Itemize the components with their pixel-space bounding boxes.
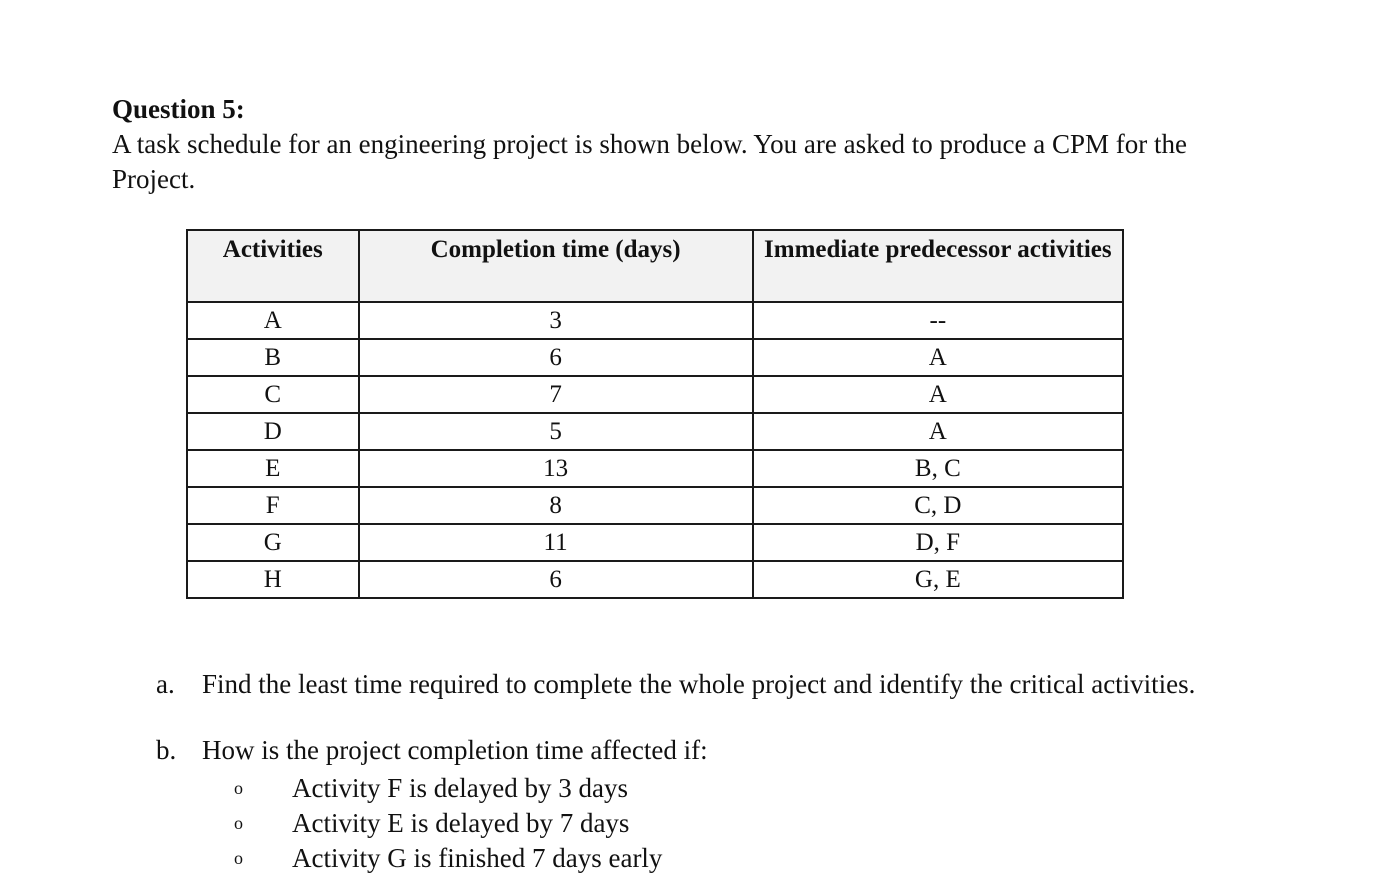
predecessor-cell: C, D bbox=[753, 487, 1123, 524]
time-cell: 13 bbox=[359, 450, 753, 487]
table-row bbox=[187, 561, 1123, 598]
time-cell: 6 bbox=[359, 561, 753, 598]
table-header-row bbox=[187, 230, 1123, 302]
header-activities: Activities bbox=[187, 230, 359, 302]
sub-item bbox=[234, 803, 629, 840]
time-cell: 6 bbox=[359, 339, 753, 376]
table-row bbox=[187, 413, 1123, 450]
activity-cell: G bbox=[187, 524, 359, 561]
predecessor-cell: -- bbox=[753, 302, 1123, 339]
part-b-marker: b. bbox=[156, 735, 177, 765]
header-completion-time: Completion time (days) bbox=[359, 230, 753, 302]
activity-cell: H bbox=[187, 561, 359, 598]
bullet-icon: o bbox=[234, 847, 243, 868]
sub-item-text: Activity G is finished 7 days early bbox=[292, 842, 663, 873]
bullet-icon: o bbox=[234, 777, 243, 798]
task-schedule-table bbox=[186, 229, 1124, 599]
part-a-marker: a. bbox=[156, 669, 175, 699]
table-row bbox=[187, 302, 1123, 339]
time-cell: 11 bbox=[359, 524, 753, 561]
sub-item-text: Activity F is delayed by 3 days bbox=[292, 772, 628, 803]
activity-cell: F bbox=[187, 487, 359, 524]
time-cell: 7 bbox=[359, 376, 753, 413]
part-a-text: Find the least time required to complete the whole project and identify the critical activities. bbox=[202, 669, 1196, 699]
table-row bbox=[187, 524, 1123, 561]
question-part-b bbox=[156, 734, 1251, 766]
question-part-a bbox=[156, 668, 1251, 700]
question-intro: A task schedule for an engineering project is shown below. You are asked to produce a CPM for the Project. bbox=[112, 129, 1188, 194]
header-predecessors: Immediate predecessor activities bbox=[753, 230, 1123, 302]
predecessor-cell: D, F bbox=[753, 524, 1123, 561]
predecessor-cell: A bbox=[753, 376, 1123, 413]
time-cell: 5 bbox=[359, 413, 753, 450]
predecessor-cell: A bbox=[753, 413, 1123, 450]
time-cell: 3 bbox=[359, 302, 753, 339]
predecessor-cell: B, C bbox=[753, 450, 1123, 487]
table-row bbox=[187, 487, 1123, 524]
time-cell: 8 bbox=[359, 487, 753, 524]
activity-cell: E bbox=[187, 450, 359, 487]
bullet-icon: o bbox=[234, 812, 243, 833]
predecessor-cell: A bbox=[753, 339, 1123, 376]
sub-item-text: Activity E is delayed by 7 days bbox=[292, 807, 630, 838]
sub-item bbox=[234, 768, 628, 805]
question-title: Question 5: bbox=[112, 94, 245, 124]
table-row bbox=[187, 339, 1123, 376]
table-row bbox=[187, 450, 1123, 487]
activity-cell: B bbox=[187, 339, 359, 376]
activity-cell: A bbox=[187, 302, 359, 339]
activity-cell: C bbox=[187, 376, 359, 413]
activity-cell: D bbox=[187, 413, 359, 450]
table-row bbox=[187, 376, 1123, 413]
part-b-text: How is the project completion time affected if: bbox=[202, 735, 708, 765]
predecessor-cell: G, E bbox=[753, 561, 1123, 598]
sub-item bbox=[234, 838, 662, 875]
